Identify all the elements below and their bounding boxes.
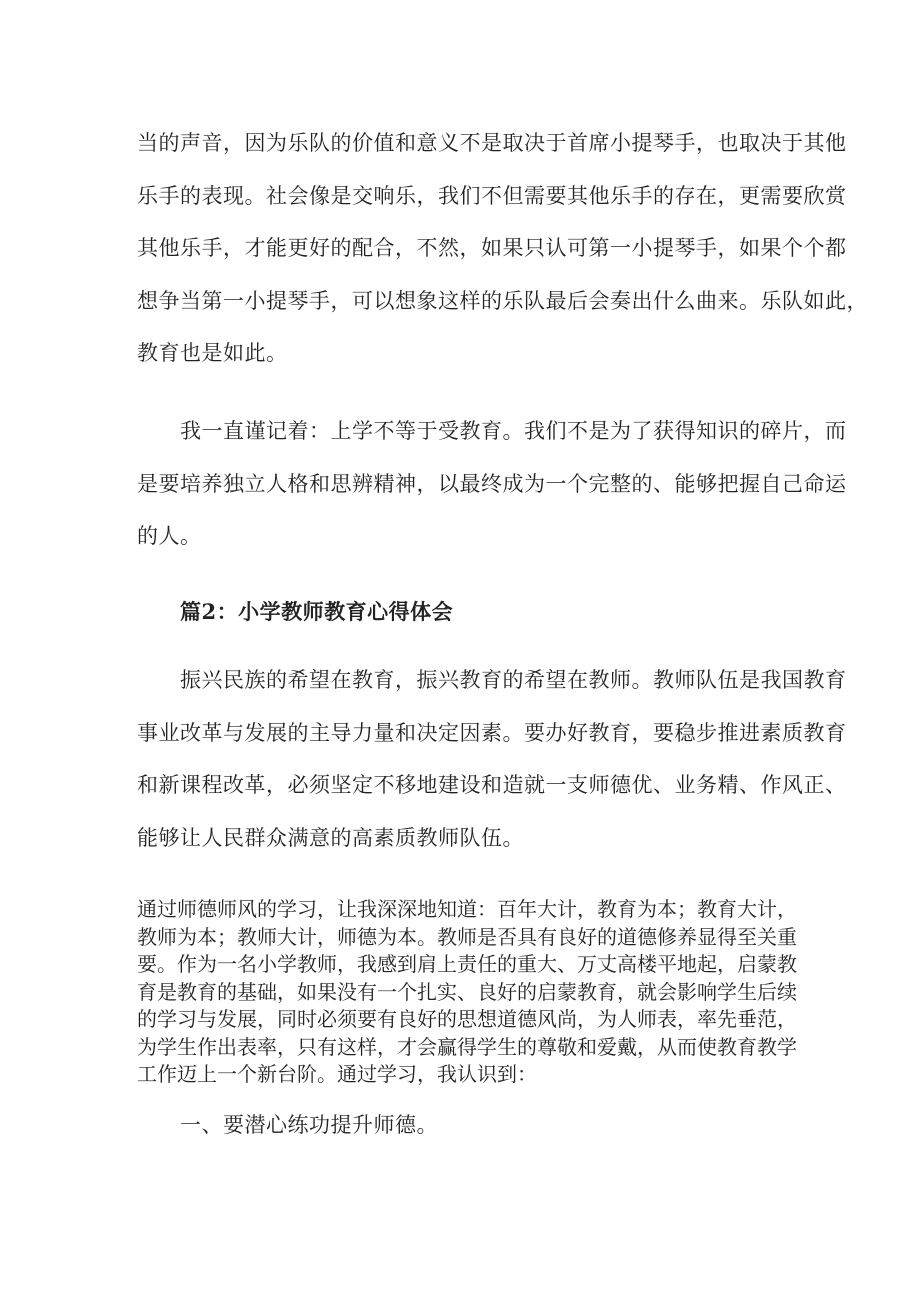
paragraph-line: 是要培养独立人格和思辨精神，以最终成为一个完整的、能够把握自己命运 <box>137 471 847 496</box>
section-heading: 篇2：小学教师教育心得体会 <box>180 599 454 624</box>
paragraph-line: 能够让人民群众满意的高素质教师队伍。 <box>137 825 524 850</box>
paragraph-line: 乐手的表现。社会像是交响乐，我们不但需要其他乐手的存在，更需要欣赏 <box>137 183 847 208</box>
paragraph-line: 当的声音，因为乐队的价值和意义不是取决于首席小提琴手，也取决于其他 <box>137 131 847 155</box>
list-item: 一、要潜心练功提升师德。 <box>180 1113 438 1137</box>
paragraph-line: 想争当第一小提琴手，可以想象这样的乐队最后会奏出什么曲来。乐队如此， <box>137 288 868 313</box>
paragraph-line: 和新课程改革，必须坚定不移地建设和造就一支师德优、业务精、作风正、 <box>137 773 847 797</box>
paragraph-line: 的人。 <box>137 524 202 548</box>
paragraph-2 <box>137 405 847 563</box>
paragraph-line: 我一直谨记着：上学不等于受教育。我们不是为了获得知识的碎片，而 <box>180 419 847 443</box>
paragraph-line: 振兴民族的希望在教育，振兴教育的希望在教师。教师队伍是我国教育 <box>180 668 847 692</box>
paragraph-line: 教育也是如此。 <box>137 341 288 365</box>
paragraph-3 <box>137 654 847 864</box>
paragraph-1 <box>137 117 868 380</box>
paragraph-line: 通过师德师风的学习，让我深深地知道：百年大计，教育为本；教育大计， <box>137 897 797 921</box>
paragraph-line: 事业改革与发展的主导力量和决定因素。要办好教育，要稳步推进素质教育 <box>137 720 847 745</box>
paragraph-4 <box>137 896 809 1089</box>
paragraph-line: 工作迈上一个新台阶。通过学习，我认识到： <box>137 1062 537 1086</box>
paragraph-line: 其他乐手，才能更好的配合，不然，如果只认可第一小提琴手，如果个个都 <box>137 236 847 260</box>
paragraph-line: 教师为本；教师大计，师德为本。教师是否具有良好的道德修养显得至关重 <box>137 924 797 949</box>
paragraph-line: 育是教育的基础，如果没有一个扎实、良好的启蒙教育，就会影响学生后续 <box>137 979 797 1004</box>
paragraph-line: 要。作为一名小学教师，我感到肩上责任的重大、万丈高楼平地起，启蒙教 <box>137 952 797 976</box>
paragraph-line: 的学习与发展，同时必须要有良好的思想道德风尚，为人师表，率先垂范， <box>137 1007 797 1031</box>
paragraph-line: 为学生作出表率，只有这样，才会赢得学生的尊敬和爱戴，从而使教育教学 <box>137 1034 797 1059</box>
